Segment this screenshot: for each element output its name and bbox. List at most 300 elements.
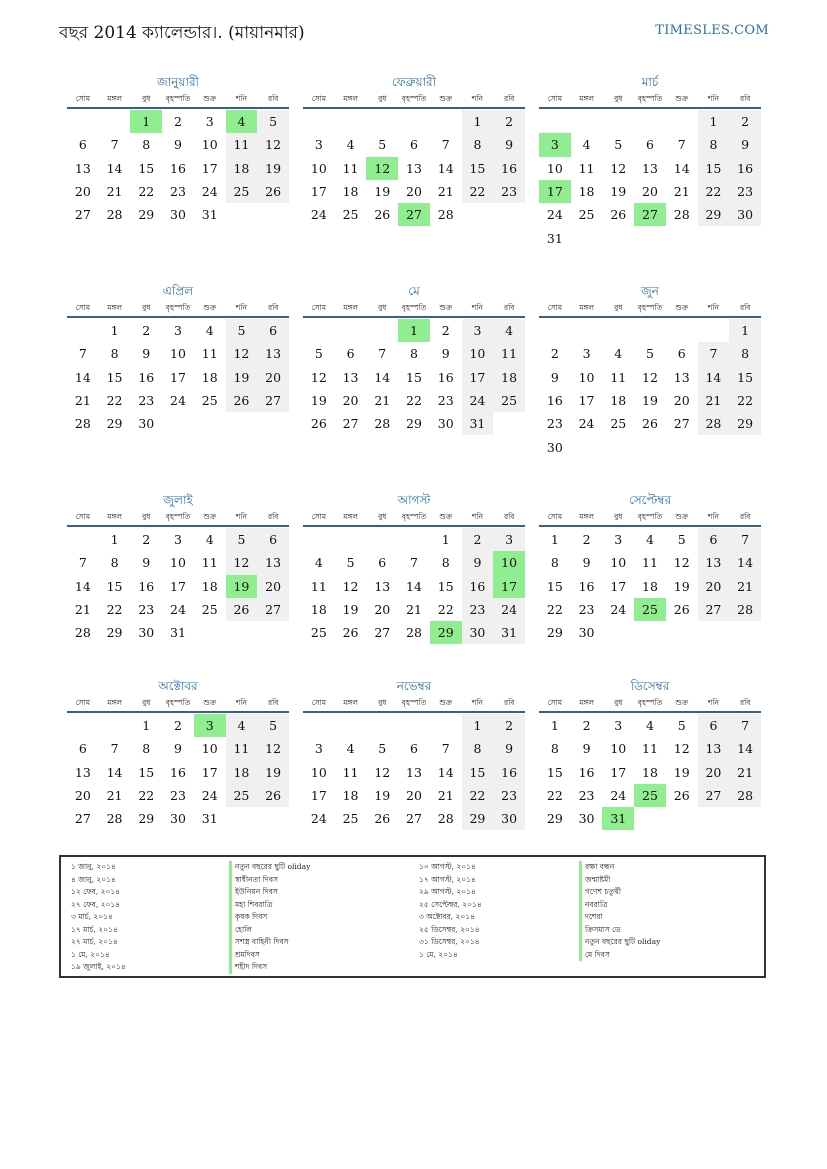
day-cell[interactable]: 30 [578, 811, 595, 827]
day-cell[interactable]: 23 [138, 602, 155, 618]
day-cell[interactable]: 14 [437, 764, 454, 780]
day-cell[interactable]: 10 [546, 160, 563, 176]
day-cell[interactable]: 27 [74, 207, 91, 223]
day-cell[interactable]: 5 [346, 555, 355, 571]
day-cell[interactable]: 30 [546, 439, 563, 455]
day-cell[interactable]: 8 [462, 133, 494, 156]
day-cell[interactable]: 11 [310, 578, 327, 594]
day-cell[interactable]: 12 [374, 764, 391, 780]
day-cell[interactable]: 9 [142, 346, 151, 362]
day-cell[interactable]: 27 [698, 784, 730, 807]
day-cell[interactable]: 5 [257, 110, 289, 133]
day-cell[interactable]: 16 [170, 764, 186, 780]
day-cell[interactable]: 12 [366, 157, 398, 180]
day-cell[interactable]: 10 [493, 551, 525, 574]
day-cell[interactable]: 31 [546, 230, 563, 246]
day-cell[interactable]: 22 [546, 602, 563, 618]
day-cell[interactable]: 31 [493, 621, 525, 644]
day-cell[interactable]: 16 [578, 764, 595, 780]
day-cell[interactable]: 17 [539, 180, 571, 203]
day-cell[interactable]: 24 [462, 389, 494, 412]
day-cell[interactable]: 3 [174, 532, 182, 548]
day-cell[interactable]: 19 [342, 602, 359, 618]
day-cell[interactable]: 30 [138, 625, 155, 641]
day-cell[interactable]: 30 [437, 416, 454, 432]
day-cell[interactable]: 17 [578, 393, 595, 409]
day-cell[interactable]: 18 [342, 788, 359, 804]
day-cell[interactable]: 3 [314, 137, 323, 153]
day-cell[interactable]: 26 [342, 625, 359, 641]
day-cell[interactable]: 18 [310, 602, 327, 618]
day-cell[interactable]: 26 [374, 207, 391, 223]
day-cell[interactable]: 8 [550, 741, 559, 757]
day-cell[interactable]: 12 [226, 342, 258, 365]
day-cell[interactable]: 14 [729, 551, 761, 574]
day-cell[interactable]: 12 [342, 578, 359, 594]
day-cell[interactable]: 7 [698, 342, 730, 365]
day-cell[interactable]: 2 [493, 714, 525, 737]
day-cell[interactable]: 17 [610, 764, 627, 780]
day-cell[interactable]: 19 [310, 393, 327, 409]
day-cell[interactable]: 22 [437, 602, 454, 618]
day-cell[interactable]: 24 [201, 788, 218, 804]
day-cell[interactable]: 7 [410, 555, 418, 571]
day-cell[interactable]: 13 [673, 369, 690, 385]
day-cell[interactable]: 2 [142, 532, 151, 548]
day-cell[interactable]: 23 [493, 784, 525, 807]
day-cell[interactable]: 23 [493, 180, 525, 203]
day-cell[interactable]: 20 [374, 602, 391, 618]
day-cell[interactable]: 27 [634, 203, 666, 226]
day-cell[interactable]: 1 [729, 319, 761, 342]
day-cell[interactable]: 10 [201, 137, 218, 153]
day-cell[interactable]: 27 [342, 416, 359, 432]
day-cell[interactable]: 31 [201, 207, 218, 223]
day-cell[interactable]: 13 [74, 764, 91, 780]
day-cell[interactable]: 27 [74, 811, 91, 827]
day-cell[interactable]: 23 [578, 788, 595, 804]
day-cell[interactable]: 14 [698, 366, 730, 389]
day-cell[interactable]: 2 [441, 323, 450, 339]
day-cell[interactable]: 23 [170, 788, 186, 804]
day-cell[interactable]: 29 [698, 203, 730, 226]
day-cell[interactable]: 21 [437, 184, 454, 200]
day-cell[interactable]: 2 [550, 346, 559, 362]
day-cell[interactable]: 24 [493, 598, 525, 621]
day-cell[interactable]: 8 [550, 555, 559, 571]
day-cell[interactable]: 6 [410, 741, 418, 757]
day-cell[interactable]: 3 [194, 714, 226, 737]
day-cell[interactable]: 11 [493, 342, 525, 365]
day-cell[interactable]: 30 [170, 811, 186, 827]
day-cell[interactable]: 10 [201, 741, 218, 757]
day-cell[interactable]: 20 [406, 788, 422, 804]
day-cell[interactable]: 29 [546, 811, 563, 827]
day-cell[interactable]: 3 [174, 323, 182, 339]
day-cell[interactable]: 22 [406, 393, 422, 409]
day-cell[interactable]: 4 [226, 714, 258, 737]
day-cell[interactable]: 29 [546, 625, 563, 641]
day-cell[interactable]: 28 [106, 207, 123, 223]
day-cell[interactable]: 28 [74, 625, 91, 641]
day-cell[interactable]: 17 [201, 160, 218, 176]
day-cell[interactable]: 25 [634, 784, 666, 807]
day-cell[interactable]: 25 [201, 393, 218, 409]
day-cell[interactable]: 2 [582, 718, 591, 734]
day-cell[interactable]: 1 [110, 323, 119, 339]
day-cell[interactable]: 5 [614, 137, 623, 153]
day-cell[interactable]: 20 [342, 393, 359, 409]
day-cell[interactable]: 6 [698, 714, 730, 737]
day-cell[interactable]: 6 [410, 137, 418, 153]
day-cell[interactable]: 11 [342, 764, 359, 780]
day-cell[interactable]: 9 [582, 741, 591, 757]
day-cell[interactable]: 6 [257, 319, 289, 342]
day-cell[interactable]: 19 [226, 575, 258, 598]
day-cell[interactable]: 24 [610, 788, 627, 804]
day-cell[interactable]: 13 [406, 160, 422, 176]
day-cell[interactable]: 25 [578, 207, 595, 223]
day-cell[interactable]: 15 [462, 157, 494, 180]
day-cell[interactable]: 8 [441, 555, 450, 571]
day-cell[interactable]: 24 [170, 602, 186, 618]
day-cell[interactable]: 18 [201, 369, 218, 385]
day-cell[interactable]: 22 [462, 784, 494, 807]
day-cell[interactable]: 8 [410, 346, 418, 362]
day-cell[interactable]: 27 [698, 598, 730, 621]
day-cell[interactable]: 23 [546, 416, 563, 432]
day-cell[interactable]: 28 [406, 625, 422, 641]
day-cell[interactable]: 12 [673, 555, 690, 571]
day-cell[interactable]: 9 [462, 551, 494, 574]
day-cell[interactable]: 15 [106, 578, 123, 594]
day-cell[interactable]: 10 [462, 342, 494, 365]
day-cell[interactable]: 22 [698, 180, 730, 203]
day-cell[interactable]: 4 [314, 555, 323, 571]
day-cell[interactable]: 25 [226, 784, 258, 807]
day-cell[interactable]: 11 [201, 346, 218, 362]
day-cell[interactable]: 30 [493, 807, 525, 830]
day-cell[interactable]: 1 [698, 110, 730, 133]
day-cell[interactable]: 23 [437, 393, 454, 409]
day-cell[interactable]: 12 [642, 369, 658, 385]
day-cell[interactable]: 4 [205, 532, 214, 548]
day-cell[interactable]: 21 [106, 788, 123, 804]
day-cell[interactable]: 1 [142, 718, 151, 734]
day-cell[interactable]: 7 [441, 137, 450, 153]
day-cell[interactable]: 19 [642, 393, 658, 409]
day-cell[interactable]: 18 [578, 184, 595, 200]
day-cell[interactable]: 9 [441, 346, 450, 362]
day-cell[interactable]: 16 [462, 575, 494, 598]
day-cell[interactable]: 3 [614, 532, 623, 548]
day-cell[interactable]: 10 [170, 555, 186, 571]
day-cell[interactable]: 22 [138, 788, 155, 804]
day-cell[interactable]: 10 [310, 764, 327, 780]
day-cell[interactable]: 19 [257, 761, 289, 784]
day-cell[interactable]: 28 [374, 416, 391, 432]
day-cell[interactable]: 28 [729, 598, 761, 621]
day-cell[interactable]: 25 [226, 180, 258, 203]
day-cell[interactable]: 24 [610, 602, 627, 618]
day-cell[interactable]: 3 [614, 718, 623, 734]
day-cell[interactable]: 6 [698, 528, 730, 551]
day-cell[interactable]: 13 [257, 551, 289, 574]
day-cell[interactable]: 14 [106, 160, 123, 176]
day-cell[interactable]: 2 [582, 532, 591, 548]
day-cell[interactable]: 22 [462, 180, 494, 203]
day-cell[interactable]: 20 [74, 184, 91, 200]
day-cell[interactable]: 16 [493, 157, 525, 180]
day-cell[interactable]: 14 [673, 160, 690, 176]
day-cell[interactable]: 5 [226, 528, 258, 551]
day-cell[interactable]: 22 [106, 602, 123, 618]
day-cell[interactable]: 25 [493, 389, 525, 412]
day-cell[interactable]: 20 [257, 575, 289, 598]
day-cell[interactable]: 22 [729, 389, 761, 412]
day-cell[interactable]: 1 [462, 110, 494, 133]
day-cell[interactable]: 1 [550, 532, 559, 548]
day-cell[interactable]: 8 [142, 741, 151, 757]
day-cell[interactable]: 9 [142, 555, 151, 571]
day-cell[interactable]: 28 [437, 811, 454, 827]
day-cell[interactable]: 10 [610, 741, 627, 757]
day-cell[interactable]: 24 [546, 207, 563, 223]
day-cell[interactable]: 19 [226, 366, 258, 389]
day-cell[interactable]: 18 [610, 393, 627, 409]
day-cell[interactable]: 17 [310, 184, 327, 200]
day-cell[interactable]: 15 [729, 366, 761, 389]
day-cell[interactable]: 17 [610, 578, 627, 594]
day-cell[interactable]: 25 [634, 598, 666, 621]
day-cell[interactable]: 4 [582, 137, 591, 153]
day-cell[interactable]: 15 [138, 160, 155, 176]
day-cell[interactable]: 26 [673, 602, 690, 618]
day-cell[interactable]: 18 [226, 761, 258, 784]
day-cell[interactable]: 13 [74, 160, 91, 176]
day-cell[interactable]: 26 [374, 811, 391, 827]
day-cell[interactable]: 19 [673, 764, 690, 780]
day-cell[interactable]: 16 [578, 578, 595, 594]
day-cell[interactable]: 13 [374, 578, 391, 594]
day-cell[interactable]: 22 [106, 393, 123, 409]
day-cell[interactable]: 28 [437, 207, 454, 223]
day-cell[interactable]: 4 [346, 741, 355, 757]
day-cell[interactable]: 6 [677, 346, 686, 362]
day-cell[interactable]: 15 [106, 369, 123, 385]
day-cell[interactable]: 17 [170, 369, 186, 385]
day-cell[interactable]: 3 [582, 346, 591, 362]
day-cell[interactable]: 20 [698, 575, 730, 598]
day-cell[interactable]: 21 [729, 761, 761, 784]
day-cell[interactable]: 19 [257, 157, 289, 180]
day-cell[interactable]: 15 [546, 578, 563, 594]
day-cell[interactable]: 9 [729, 133, 761, 156]
day-cell[interactable]: 27 [673, 416, 690, 432]
day-cell[interactable]: 15 [138, 764, 155, 780]
day-cell[interactable]: 21 [729, 575, 761, 598]
day-cell[interactable]: 8 [142, 137, 151, 153]
day-cell[interactable]: 23 [138, 393, 155, 409]
day-cell[interactable]: 29 [138, 207, 155, 223]
day-cell[interactable]: 24 [201, 184, 218, 200]
site-link[interactable]: TIMESLES.COM [655, 23, 769, 38]
day-cell[interactable]: 5 [314, 346, 323, 362]
day-cell[interactable]: 6 [346, 346, 355, 362]
day-cell[interactable]: 11 [610, 369, 627, 385]
day-cell[interactable]: 31 [602, 807, 634, 830]
day-cell[interactable]: 16 [170, 160, 186, 176]
day-cell[interactable]: 12 [310, 369, 327, 385]
day-cell[interactable]: 17 [462, 366, 494, 389]
day-cell[interactable]: 25 [610, 416, 627, 432]
day-cell[interactable]: 7 [729, 714, 761, 737]
day-cell[interactable]: 9 [550, 369, 559, 385]
day-cell[interactable]: 26 [310, 416, 327, 432]
day-cell[interactable]: 14 [74, 578, 91, 594]
day-cell[interactable]: 6 [78, 741, 87, 757]
day-cell[interactable]: 1 [462, 714, 494, 737]
day-cell[interactable]: 30 [578, 625, 595, 641]
day-cell[interactable]: 20 [74, 788, 91, 804]
day-cell[interactable]: 3 [539, 133, 571, 156]
day-cell[interactable]: 1 [441, 532, 450, 548]
day-cell[interactable]: 15 [698, 157, 730, 180]
day-cell[interactable]: 7 [677, 137, 686, 153]
day-cell[interactable]: 10 [578, 369, 595, 385]
day-cell[interactable]: 29 [106, 625, 123, 641]
day-cell[interactable]: 11 [226, 133, 258, 156]
day-cell[interactable]: 20 [698, 761, 730, 784]
day-cell[interactable]: 1 [550, 718, 559, 734]
day-cell[interactable]: 24 [170, 393, 186, 409]
day-cell[interactable]: 26 [642, 416, 658, 432]
day-cell[interactable]: 20 [257, 366, 289, 389]
day-cell[interactable]: 17 [310, 788, 327, 804]
day-cell[interactable]: 8 [698, 133, 730, 156]
day-cell[interactable]: 2 [493, 110, 525, 133]
day-cell[interactable]: 21 [698, 389, 730, 412]
day-cell[interactable]: 2 [142, 323, 151, 339]
day-cell[interactable]: 5 [378, 137, 387, 153]
day-cell[interactable]: 19 [374, 788, 391, 804]
day-cell[interactable]: 11 [226, 737, 258, 760]
day-cell[interactable]: 23 [462, 598, 494, 621]
day-cell[interactable]: 21 [673, 184, 690, 200]
day-cell[interactable]: 28 [74, 416, 91, 432]
day-cell[interactable]: 21 [106, 184, 123, 200]
day-cell[interactable]: 3 [462, 319, 494, 342]
day-cell[interactable]: 27 [257, 389, 289, 412]
day-cell[interactable]: 29 [106, 416, 123, 432]
day-cell[interactable]: 26 [610, 207, 627, 223]
day-cell[interactable]: 18 [226, 157, 258, 180]
day-cell[interactable]: 30 [170, 207, 186, 223]
day-cell[interactable]: 4 [646, 532, 654, 548]
day-cell[interactable]: 7 [78, 346, 87, 362]
day-cell[interactable]: 20 [673, 393, 690, 409]
day-cell[interactable]: 9 [493, 133, 525, 156]
day-cell[interactable]: 5 [677, 532, 686, 548]
day-cell[interactable]: 21 [437, 788, 454, 804]
day-cell[interactable]: 15 [437, 578, 454, 594]
day-cell[interactable]: 7 [441, 741, 450, 757]
day-cell[interactable]: 21 [74, 393, 91, 409]
day-cell[interactable]: 10 [310, 160, 327, 176]
day-cell[interactable]: 6 [378, 555, 387, 571]
day-cell[interactable]: 25 [310, 625, 327, 641]
day-cell[interactable]: 8 [462, 737, 494, 760]
day-cell[interactable]: 26 [226, 598, 258, 621]
day-cell[interactable]: 19 [673, 578, 690, 594]
day-cell[interactable]: 25 [342, 811, 359, 827]
day-cell[interactable]: 17 [493, 575, 525, 598]
day-cell[interactable]: 22 [546, 788, 563, 804]
day-cell[interactable]: 22 [138, 184, 155, 200]
day-cell[interactable]: 29 [138, 811, 155, 827]
day-cell[interactable]: 9 [174, 137, 182, 153]
day-cell[interactable]: 6 [78, 137, 87, 153]
day-cell[interactable]: 21 [74, 602, 91, 618]
day-cell[interactable]: 26 [673, 788, 690, 804]
day-cell[interactable]: 7 [729, 528, 761, 551]
day-cell[interactable]: 1 [110, 532, 119, 548]
day-cell[interactable]: 15 [546, 764, 563, 780]
day-cell[interactable]: 5 [226, 319, 258, 342]
day-cell[interactable]: 16 [546, 393, 563, 409]
day-cell[interactable]: 26 [257, 180, 289, 203]
day-cell[interactable]: 2 [729, 110, 761, 133]
day-cell[interactable]: 13 [342, 369, 359, 385]
day-cell[interactable]: 12 [673, 741, 690, 757]
day-cell[interactable]: 24 [310, 207, 327, 223]
day-cell[interactable]: 17 [170, 578, 186, 594]
day-cell[interactable]: 13 [698, 551, 730, 574]
day-cell[interactable]: 19 [610, 184, 627, 200]
day-cell[interactable]: 6 [646, 137, 654, 153]
day-cell[interactable]: 21 [374, 393, 391, 409]
day-cell[interactable]: 28 [698, 412, 730, 435]
day-cell[interactable]: 18 [493, 366, 525, 389]
day-cell[interactable]: 27 [374, 625, 391, 641]
day-cell[interactable]: 23 [170, 184, 186, 200]
day-cell[interactable]: 15 [406, 369, 422, 385]
day-cell[interactable]: 31 [462, 412, 494, 435]
day-cell[interactable]: 3 [493, 528, 525, 551]
day-cell[interactable]: 31 [201, 811, 218, 827]
day-cell[interactable]: 19 [374, 184, 391, 200]
day-cell[interactable]: 4 [646, 718, 654, 734]
day-cell[interactable]: 8 [110, 555, 119, 571]
day-cell[interactable]: 11 [642, 741, 658, 757]
day-cell[interactable]: 14 [437, 160, 454, 176]
day-cell[interactable]: 20 [642, 184, 658, 200]
day-cell[interactable]: 2 [174, 114, 182, 130]
day-cell[interactable]: 4 [493, 319, 525, 342]
day-cell[interactable]: 24 [310, 811, 327, 827]
day-cell[interactable]: 23 [578, 602, 595, 618]
day-cell[interactable]: 14 [374, 369, 391, 385]
day-cell[interactable]: 28 [106, 811, 123, 827]
day-cell[interactable]: 18 [642, 764, 658, 780]
day-cell[interactable]: 5 [677, 718, 686, 734]
day-cell[interactable]: 13 [642, 160, 658, 176]
day-cell[interactable]: 18 [201, 578, 218, 594]
day-cell[interactable]: 8 [110, 346, 119, 362]
day-cell[interactable]: 29 [729, 412, 761, 435]
day-cell[interactable]: 16 [437, 369, 454, 385]
day-cell[interactable]: 30 [729, 203, 761, 226]
